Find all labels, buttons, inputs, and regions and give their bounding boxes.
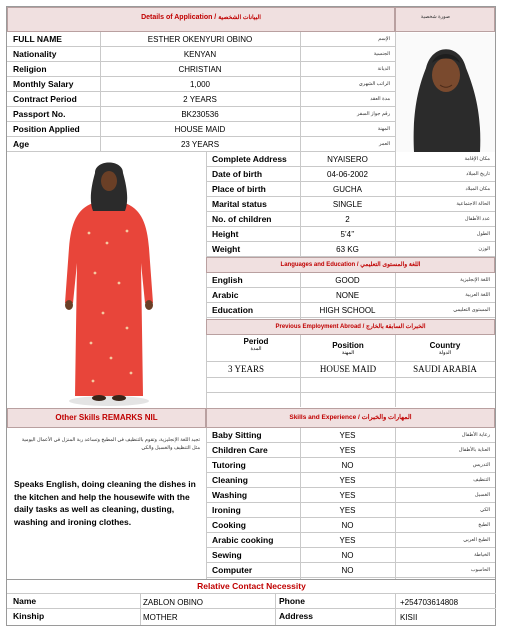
personal-row-arabic: رقم جواز السفر [356, 111, 390, 117]
personal-row-value: ESTHER OKENYURI OBINO [147, 35, 253, 44]
detail-row-value: SINGLE [332, 200, 363, 209]
skill-row-value: YES [339, 491, 356, 500]
detail-row-label: Marital status [212, 199, 267, 209]
portrait-image [396, 33, 495, 152]
relative-kinship-value: MOTHER [143, 613, 178, 622]
application-title [7, 14, 395, 21]
personal-row-value: 2 YEARS [183, 95, 217, 104]
personal-row-label: Contract Period [13, 94, 77, 104]
personal-row-label: Nationality [13, 49, 57, 59]
personal-row-label: Passport No. [13, 109, 66, 119]
personal-row-value: 1,000 [189, 80, 211, 89]
relative-title: Relative Contact Necessity [197, 581, 306, 591]
skill-row-arabic: الكي [480, 507, 490, 513]
detail-row-arabic: مكان الإقامة [464, 156, 490, 162]
skill-row-value: YES [339, 476, 356, 485]
employment-row-period: 3 YEARS [228, 364, 264, 374]
skill-row-arabic: التنظيف [473, 477, 490, 483]
relative-phone-value: +254703614808 [400, 598, 459, 607]
skill-row-arabic: الطبخ العربي [463, 537, 490, 543]
personal-row-arabic: المهنة [377, 126, 390, 132]
skill-row-label: Computer [212, 565, 253, 575]
skill-row-arabic: الخياطة [474, 552, 490, 558]
languages-title-en: Languages and Education [280, 262, 356, 268]
personal-row-label: Position Applied [13, 124, 80, 134]
personal-row-arabic: الإسم [378, 36, 390, 42]
language-row-arabic: المستوى التعليمي [453, 307, 490, 313]
skills-title-en: Skills and Experience / [289, 414, 360, 421]
employment-col-position [300, 341, 396, 356]
detail-row-arabic: الطول [476, 231, 490, 237]
employment-title [206, 323, 495, 330]
relative-kinship-label: Kinship [13, 611, 45, 621]
skill-row-arabic: الغسيل [474, 492, 490, 498]
skill-row-label: Children Care [212, 445, 268, 455]
personal-row-label: Age [13, 139, 30, 149]
skill-row-label: Tutoring [212, 460, 246, 470]
personal-row-arabic: العمر [379, 141, 390, 147]
skills-title [206, 413, 495, 421]
col-country-ar: الدولة [438, 350, 452, 356]
detail-row-value: 04-06-2002 [327, 170, 368, 179]
language-row-label: English [212, 275, 243, 285]
skill-row-arabic: رعاية الأطفال [461, 432, 490, 438]
personal-row-value: BK230536 [181, 110, 219, 119]
employment-title-ar: الخبرات السابقة بالخارج [365, 324, 426, 330]
skill-row-label: Ironing [212, 505, 241, 515]
skills-title-ar: المهارات والخبرات [361, 414, 412, 421]
photo-label-ar: صورة شخصية [420, 14, 450, 20]
title-en: Details of Application / [141, 14, 217, 21]
skill-row-value: YES [339, 431, 356, 440]
skill-row-label: Cooking [212, 520, 246, 530]
detail-row-arabic: الوزن [478, 246, 490, 252]
skill-row-arabic: التدريس [472, 462, 490, 468]
detail-row-arabic: عدد الأطفال [464, 216, 490, 222]
personal-row-value: KENYAN [183, 50, 217, 59]
skill-row-label: Sewing [212, 550, 242, 560]
relative-phone-label: Phone [279, 596, 305, 606]
relative-name-label: Name [13, 596, 37, 606]
personal-row-value: CHRISTIAN [178, 65, 222, 74]
languages-title-ar: اللغة والمستوى التعليمي [360, 262, 421, 268]
col-position-label: Position [332, 341, 364, 350]
language-row-arabic: اللغة الإنجليزية [460, 277, 490, 283]
skill-row-label: Baby Sitting [212, 430, 262, 440]
employment-title-en: Previous Employment Abroad / [275, 324, 365, 330]
relative-address-value: KISII [400, 613, 418, 622]
col-period-label: Period [243, 337, 269, 346]
detail-row-label: No. of children [212, 214, 272, 224]
col-country-label: Country [429, 341, 461, 350]
language-row-arabic: اللغة العربية [465, 292, 490, 298]
personal-row-value: HOUSE MAID [174, 125, 226, 134]
relative-name-value: ZABLON OBINO [143, 598, 204, 607]
personal-row-arabic: الجنسية [373, 51, 390, 57]
applicant-full-photo [7, 153, 206, 407]
relative-address-label: Address [279, 611, 314, 621]
skill-row-value: YES [339, 506, 356, 515]
language-row-label: Arabic [212, 290, 239, 300]
detail-row-label: Weight [212, 244, 241, 254]
detail-row-value: GUCHA [333, 185, 362, 194]
skill-row-value: NO [341, 566, 354, 575]
applicant-portrait [396, 33, 495, 152]
language-row-value: NONE [335, 291, 360, 300]
detail-row-arabic: الحالة الاجتماعية [456, 201, 490, 207]
other-skills-text: Speaks English, doing cleaning the dishes in the kitchen and help the housewife with the daily tasks as well as cleaning, dusting, washing and ironing clothes. [14, 479, 196, 527]
personal-row-label: FULL NAME [13, 34, 62, 44]
detail-row-label: Complete Address [212, 154, 287, 164]
employment-col-country [395, 341, 495, 356]
full-photo-image [7, 153, 206, 407]
employment-row-position: HOUSE MAID [319, 364, 377, 374]
employment-col-period [206, 337, 306, 352]
skill-row-value: NO [341, 521, 354, 530]
employment-row-country: SAUDI ARABIA [413, 364, 477, 374]
detail-row-value: 63 KG [336, 245, 359, 254]
detail-row-value: 5’4’’ [340, 230, 355, 239]
skill-row-label: Arabic cooking [212, 535, 274, 545]
title-ar: البيانات الشخصية [218, 15, 261, 21]
other-skills-arabic: تجيد اللغة الإنجليزية، وتقوم بالتنظيف في المطبخ وتساعد ربة المنزل في الأعمال اليومية مثل التنظيف والغسيل والكي [21, 437, 200, 451]
personal-row-value: 23 YEARS [180, 140, 220, 149]
skill-row-label: Washing [212, 490, 248, 500]
personal-row-label: Monthly Salary [13, 79, 74, 89]
col-position-ar: المهنة [341, 350, 355, 356]
detail-row-label: Date of birth [212, 169, 263, 179]
personal-row-arabic: الراتب الشهري [358, 81, 390, 87]
personal-row-label: Religion [13, 64, 47, 74]
skill-row-arabic: الطبخ [478, 522, 490, 528]
detail-row-label: Height [212, 229, 239, 239]
detail-row-arabic: مكان الميلاد [465, 186, 490, 192]
other-skills-title: Other Skills REMARKS NIL [55, 413, 158, 422]
skill-row-arabic: الحاسوب [470, 567, 490, 573]
detail-row-arabic: تاريخ الميلاد [466, 171, 490, 177]
skill-row-value: NO [341, 461, 354, 470]
detail-row-value: NYAISERO [327, 155, 368, 164]
skill-row-value: YES [339, 446, 356, 455]
language-row-label: Education [212, 305, 254, 315]
languages-title: Languages and Education / اللغة والمستوى التعليمي [280, 262, 421, 268]
skill-row-value: YES [339, 536, 356, 545]
skill-row-value: NO [341, 551, 354, 560]
personal-row-arabic: مدة العقد [370, 96, 390, 102]
col-period-ar: المدة [250, 346, 262, 352]
language-row-value: HIGH SCHOOL [319, 306, 376, 315]
skill-row-arabic: العناية بالأطفال [458, 447, 490, 453]
skill-row-label: Cleaning [212, 475, 248, 485]
language-row-value: GOOD [335, 276, 360, 285]
personal-row-arabic: الديانة [377, 66, 390, 72]
detail-row-value: 2 [345, 215, 350, 224]
detail-row-label: Place of birth [212, 184, 266, 194]
